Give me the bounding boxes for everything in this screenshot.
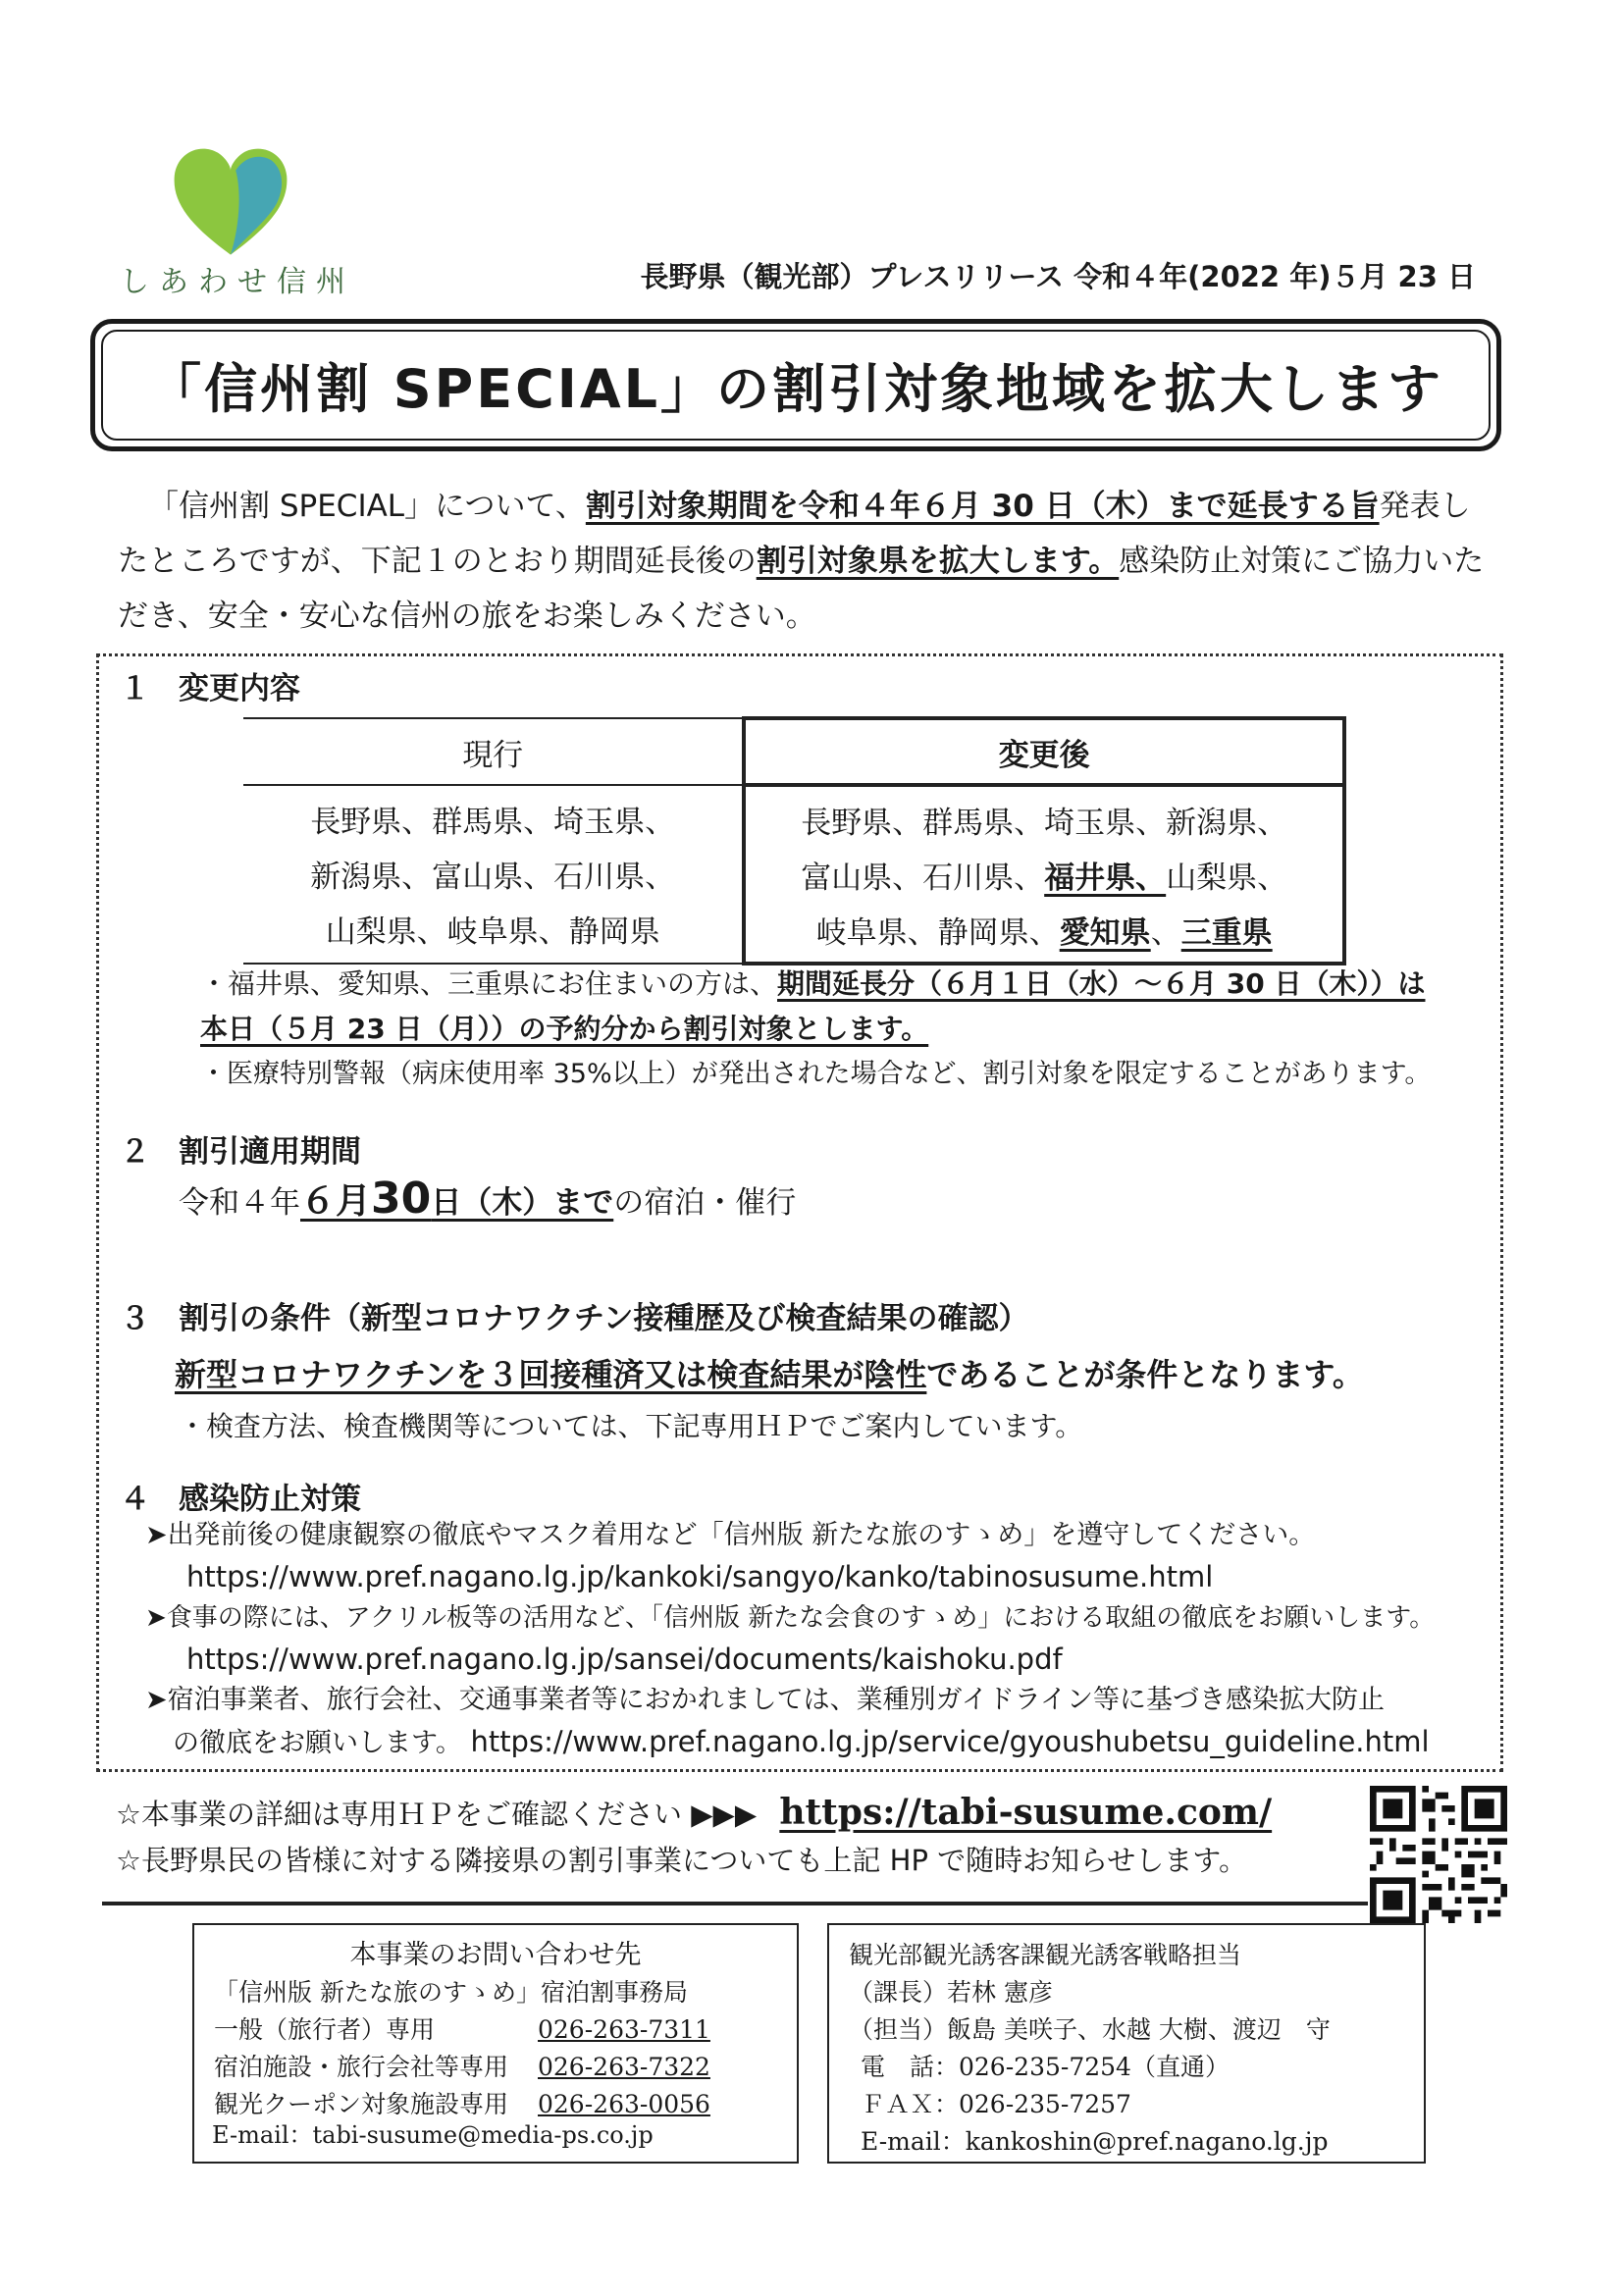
contact-box-department: [827, 1923, 1426, 2164]
title-box: [90, 319, 1501, 451]
dept-fax: ＦＡＸ：026-235-7257: [861, 2090, 1131, 2118]
footer-line-2: ☆長野県民の皆様に対する隣接県の割引事業についても上記 HP で随時お知らせします。: [116, 1844, 1247, 1877]
footer-line-1: ☆本事業の詳細は専用ＨＰをご確認ください ▶▶▶ https://tabi-susume.com/: [116, 1792, 1273, 1833]
intro-underline-1: 割引対象期間を令和４年６月 30 日（木）まで延長する旨: [585, 489, 1380, 524]
dept-tel: 電 話：026-235-7254（直通）: [861, 2053, 1230, 2081]
section-1-heading: １ 変更内容: [120, 671, 300, 706]
logo-text: しあわせ信州: [120, 265, 355, 299]
page-title: 「信州割 SPECIAL」の割引対象地域を拡大します: [101, 330, 1491, 441]
measure-item-3b: の徹底をお願いします。: [173, 1728, 462, 1758]
intro-underline-2: 割引対象県を拡大します。: [756, 544, 1120, 579]
dept-email[interactable]: E-mail：kankoshin@pref.nagano.lg.jp: [861, 2127, 1329, 2156]
fukui-added: 福井県、: [1044, 861, 1167, 896]
official-site-link[interactable]: https://tabi-susume.com/: [779, 1792, 1273, 1833]
heart-logo-icon: [167, 137, 294, 265]
intro-text-2: 発表したところですが、下記１のとおり期間延長後の: [118, 489, 1471, 579]
section-1-note-2: ・医療特別警報（病床使用率 35%以上）が発出された場合など、割引対象を限定することがあります。: [200, 1059, 1432, 1089]
section-4-heading: ４ 感染防止対策: [120, 1482, 361, 1517]
measure-link-1[interactable]: https://www.pref.nagano.lg.jp/kankoki/sangyo/kanko/tabinosusume.html: [186, 1560, 1214, 1593]
section-3-note: ・検査方法、検査機関等については、下記専用ＨＰでご案内しています。: [179, 1410, 1083, 1442]
press-release-header: 長野県（観光部）プレスリリース 令和４年(2022 年)５月 23 日: [640, 260, 1476, 293]
measure-item-1: ➤出発前後の健康観察の徹底やマスク着用など「信州版 新たな旅のすゝめ」を遵守してください。: [145, 1520, 1316, 1550]
measure-link-2[interactable]: https://www.pref.nagano.lg.jp/sansei/documents/kaishoku.pdf: [186, 1643, 1063, 1676]
qr-code-icon[interactable]: [1370, 1786, 1507, 1923]
phone-general[interactable]: 026-263-7311: [538, 2015, 710, 2044]
change-table: [243, 716, 1346, 954]
section-1-note-1: ・福井県、愛知県、三重県にお住まいの方は、期間延長分（６月１日（水）～６月 30 日（木））は 本日（５月 23 日（月））の予約分から割引対象とします。: [200, 967, 1426, 1045]
table-header-current: 現行: [243, 718, 744, 785]
separator-line: [102, 1902, 1368, 1905]
intro-text-1: 「信州割 SPECIAL」について、: [148, 489, 586, 524]
section-3-heading: ３ 割引の条件（新型コロナワクチン接種歴及び検査結果の確認）: [120, 1301, 1029, 1336]
aichi-added: 愛知県: [1059, 915, 1151, 951]
phone-coupon[interactable]: 026-263-0056: [538, 2090, 710, 2118]
measure-item-2: ➤食事の際には、アクリル板等の活用など、「信州版 新たな会食のすゝめ」における取組の徹底をお願いします。: [145, 1603, 1436, 1633]
phone-facility[interactable]: 026-263-7322: [538, 2053, 710, 2081]
section-2-heading: ２ 割引適用期間: [120, 1134, 361, 1170]
contact-email-hours: E-mail：tabi-susume@media-ps.co.jp: [212, 2121, 654, 2149]
discount-period: 令和４年６月30日（木）までの宿泊・催行: [179, 1174, 797, 1224]
measure-item-3: ➤宿泊事業者、旅行会社、交通事業者等におかれましては、業種別ガイドライン等に基づき感染拡大防止: [145, 1685, 1386, 1715]
table-header-after: 変更後: [744, 718, 1344, 785]
after-prefectures: 長野県、群馬県、埼玉県、新潟県、 富山県、石川県、福井県、山梨県、 岐阜県、静岡県、愛知県、三重県: [744, 785, 1344, 964]
contact-box-secretariat: 本事業のお問い合わせ先 「信州版 新たな旅のすゝめ」宿泊割事務局 一般（旅行者）専用 026-263-7311 宿泊施設・旅行会社等専用 026-263-7322 観光クーポン対象施設専用 026-263-0056: [192, 1923, 799, 2164]
measure-link-3[interactable]: https://www.pref.nagano.lg.jp/service/gyoushubetsu_guideline.html: [470, 1725, 1430, 1758]
contact-title: 本事業のお問い合わせ先: [349, 1940, 642, 1970]
discount-condition: 新型コロナワクチンを３回接種済又は検査結果が陰性であることが条件となります。: [175, 1356, 1364, 1393]
intro-paragraph: [118, 479, 1492, 644]
dept-staff: （担当）飯島 美咲子、水越 大樹、渡辺 守: [849, 2015, 1331, 2044]
dept-chief: （課長）若林 憲彦: [849, 1978, 1053, 2007]
infection-measures-list: [145, 1515, 1499, 1764]
current-prefectures: 長野県、群馬県、埼玉県、 新潟県、富山県、石川県、 山梨県、岐阜県、静岡県: [243, 785, 744, 964]
contact-org: 「信州版 新たな旅のすゝめ」宿泊割事務局: [214, 1978, 688, 2007]
intro-text-3: 感染防止対策にご協力いただき、安全・安心な信州の旅をお楽しみください。: [118, 544, 1485, 634]
mie-added: 三重県: [1180, 915, 1273, 951]
dept-name: 観光部観光誘客課観光誘客戦略担当: [849, 1941, 1242, 1969]
